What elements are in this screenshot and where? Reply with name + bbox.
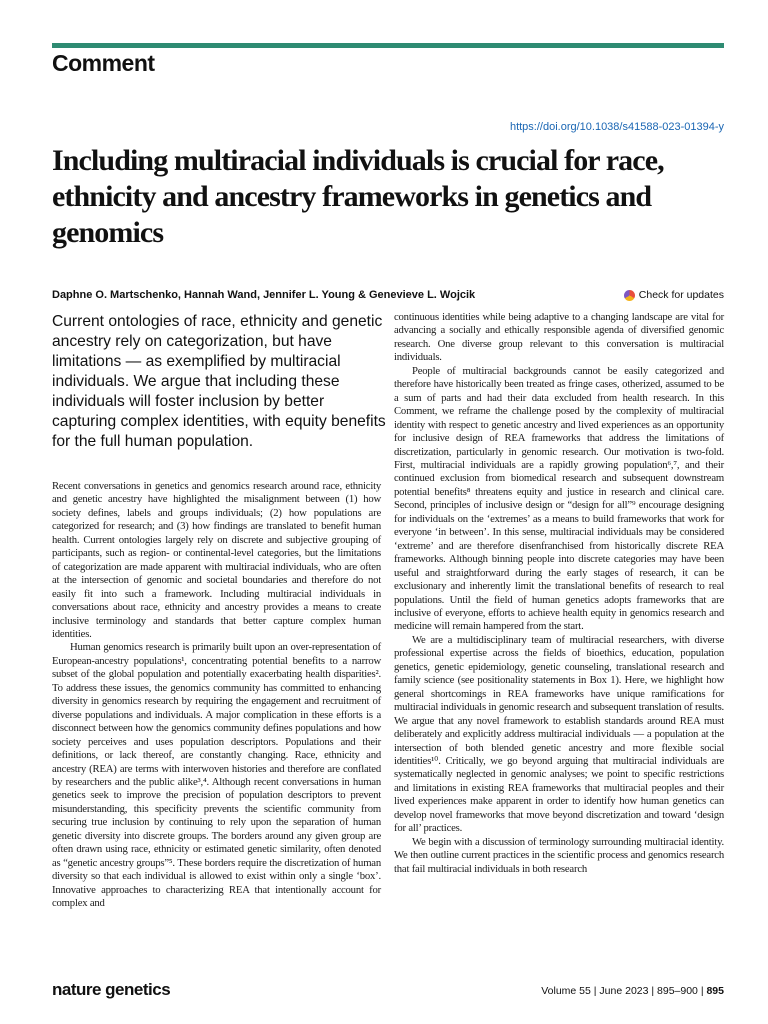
page-number: 895: [706, 985, 724, 997]
volume-info: [541, 985, 724, 997]
article-title: Including multiracial individuals is crucial for race, ethnicity and ancestry frameworks in genetics and genomics: [52, 144, 664, 249]
paragraph: Recent conversations in genetics and genomics research around race, ethnicity and genetic ancestry have highlighted the misalignment between (1) how society defines, labels and groups individuals; (2) how populations are categorized for research; and (3) how findings are translated to benefit human health. Current ontologies largely rely on discrete and subjective grouping of participants, such as region- or continental-level categories, but the limitations of categorization are made apparent with multiracial individuals, who are often at the intersection of genomic and societal boundaries and therefore do not easily fit into such a framework. Including multiracial individuals in conversations about race, ethnicity and ancestry provides a means to create inclusive terminology and standards that better capture complex human identities.: [52, 480, 381, 640]
check-updates-button[interactable]: [624, 289, 724, 301]
doi-link[interactable]: https://doi.org/10.1038/s41588-023-01394-y: [509, 121, 724, 133]
section-label: Comment: [52, 50, 155, 76]
abstract: Current ontologies of race, ethnicity and genetic ancestry rely on categorization, but have limitations — as exemplified by multiracial individuals. We argue that including these individuals will foster inclusion by better capturing complex identities, with equity benefits for the full human population.: [52, 313, 386, 450]
left-column: [52, 480, 381, 911]
journal-logo: nature genetics: [52, 980, 171, 999]
paragraph: continuous identities while being adaptive to a changing landscape are vital for advancing a socially and ethically responsible agenda of diversified genomic research. One diverse group relevant to this conversation is multiracial individuals.: [394, 311, 724, 364]
paragraph: We are a multidisciplinary team of multiracial researchers, with diverse professional expertise across the fields of bioethics, education, population genetics, genetic epidemiology, genetic counseling, translational research and family science (see positionality statements in Box 1). Here, we highlight how general shortcomings in REA frameworks have unique ramifications for multiracial individuals in genomic research and subsequent translation of results. We argue that any novel framework to establish standards around REA must deliberately and explicitly address multiracial individuals — a population at the intersection of both blended genetic ancestry and more flexible social identities¹⁰. Critically, we go beyond arguing that multiracial individuals are systematically neglected in genomic analyses; we point to specific restrictions and limitations in existing REA frameworks that multiracial peoples and their lived experiences make apparent in order to identify how human genetics can develop novel frameworks that move beyond discretization and toward ‘design for all’ practices.: [394, 633, 724, 835]
volume-text: Volume 55 | June 2023 | 895–900 |: [541, 985, 707, 997]
check-updates-label: Check for updates: [638, 289, 724, 301]
author-list: Daphne O. Martschenko, Hannah Wand, Jennifer L. Young & Genevieve L. Wojcik: [52, 289, 476, 301]
paragraph: Human genomics research is primarily built upon an over-representation of European-ancestry populations¹, concentrating potential benefits to a narrow subset of the global population and potentially exacerbating health disparities². To address these issues, the genomics community has committed to enhancing diversity in genomics research by requiring the engagement and recruitment of diverse populations and individuals. A major complication in these efforts is a disconnect between how the genomics community defines populations and how society perceives and uses population descriptors. Populations and their definitions, or lack thereof, are constantly changing. Race, ethnicity and ancestry (REA) are terms with interwoven histories and therefore are conflated by researchers and the public alike³,⁴. Although recent conversations in human genetics seek to improve the precision of population descriptors to prevent misunderstanding, this specificity prevents the scientific community from securing true inclusion by continuing to rely upon the separation of human genetic diversity into discrete groups. The borders around any given group are often drawn using race, ethnicity or estimated genetic similarity, often denoted as “genetic ancestry groups”⁵. These borders require the discretization of human diversity so that each individual is allowed to exist within only a single ‘box’. Innovative approaches to characterizing REA that intentionally account for complex and: [52, 641, 381, 910]
paragraph: People of multiracial backgrounds cannot be easily categorized and therefore have historically been treated as fringe cases, otherized, assumed to be a sum of parts and had their data excluded from health research. In this Comment, we reframe the challenge posed by the complexity of multiracial identity with respect to genetic ancestry and lived experiences as an opportunity for inclusive design of REA frameworks that address the limitations of discretization, particularly in genomic research. Our motivation is two-fold. First, multiracial individuals are a rapidly growing population⁶,⁷, and their continued exclusion from biomedical research and subsequent downstream potential benefits⁸ threatens equity and justice in research and clinical care. Second, principles of inclusive design or “design for all”⁹ encourage designing for individuals on the ‘extremes’ as a means to build frameworks that work for everyone ‘in between’. In this sense, multiracial individuals may be considered ‘extreme’ and are therefore disenfranchised from historically discrete REA frameworks. Although binning people into discrete categories may have been useful and straightforward during the early stages of research, it can be exclusionary and inherently limit the translational benefits of research to real populations. Until the field of human genetics adopts frameworks that are inclusive of everyone, efforts to achieve health equity in genomics research and medicine will remain hampered from the start.: [394, 364, 724, 633]
right-column: [394, 311, 724, 876]
header-rule: [52, 43, 724, 48]
paragraph: We begin with a discussion of terminology surrounding multiracial identity. We then outline current practices in the scientific process and genomics research that fail multiracial individuals in both research: [394, 835, 724, 875]
check-updates-icon: [624, 290, 635, 301]
